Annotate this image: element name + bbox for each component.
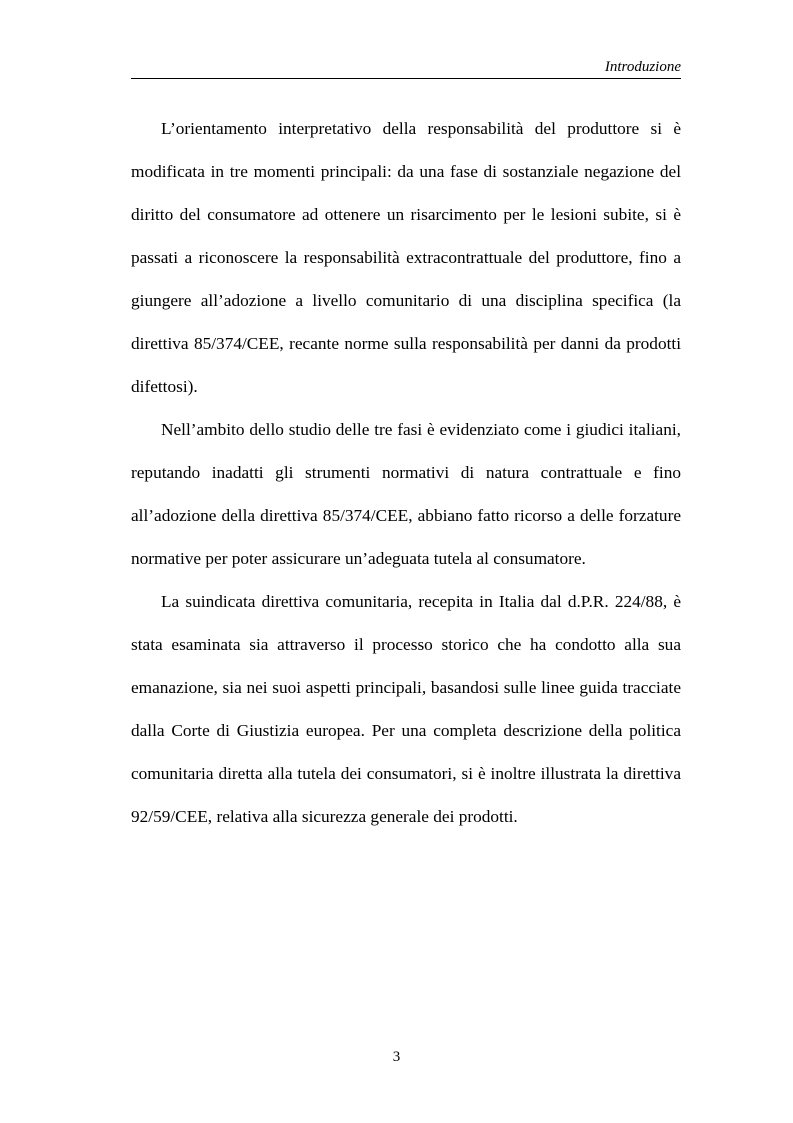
body-text [131,107,681,838]
paragraph-italian-judges: Nell’ambito dello studio delle tre fasi è evidenziato come i giudici italiani, reputando inadatti gli strumenti normativi di natura contrattuale e fino all’adozione della direttiva 85/374/CEE, abbiano fatto ricorso a delle forzature normative per poter assicurare un’adeguata tutela al consumatore. [131,420,681,568]
running-header [131,56,681,79]
running-header-title: Introduzione [604,59,681,75]
paragraph-community-directive: La suindicata direttiva comunitaria, recepita in Italia dal d.P.R. 224/88, è stata esaminata sia attraverso il processo storico che ha condotto alla sua emanazione, sia nei suoi aspetti principali, basandosi sulle linee guida tracciate dalla Corte di Giustizia europea. Per una completa descrizione della politica comunitaria diretta alla tutela dei consumatori, si è inoltre illustrata la direttiva 92/59/CEE, relativa alla sicurezza generale dei prodotti. [131,592,681,826]
paragraph-product-liability-evolution: L’orientamento interpretativo della responsabilità del produttore si è modificata in tre momenti principali: da una fase di sostanziale negazione del diritto del consumatore ad ottenere un risarcimento per le lesioni subite, si è passati a riconoscere la responsabilità extracontrattuale del produttore, fino a giungere all’adozione a livello comunitario di una disciplina specifica (la direttiva 85/374/CEE, recante norme sulla responsabilità per danni da prodotti difettosi). [131,119,681,396]
page-number: 3 [392,1049,401,1065]
